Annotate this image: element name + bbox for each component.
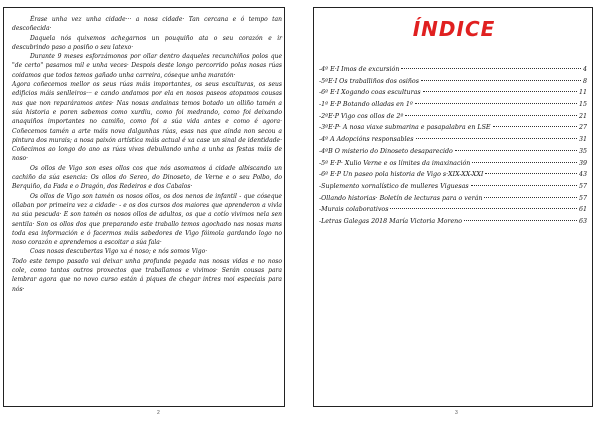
toc-entry[interactable]	[319, 148, 587, 160]
toc-entry-page: 4	[582, 66, 587, 73]
dot-leader	[415, 103, 577, 104]
toc-entry[interactable]	[319, 195, 587, 207]
toc-entry[interactable]	[319, 171, 587, 183]
toc-entry-page: 63	[578, 217, 587, 225]
toc-entry-page: 43	[578, 171, 587, 179]
page-number: 3	[455, 410, 458, 416]
table-of-contents	[319, 66, 587, 230]
dot-leader	[485, 173, 577, 174]
toc-entry[interactable]	[319, 183, 587, 195]
toc-entry-title: -4ºB O misterio do Dinoseto desaparecido	[319, 147, 453, 155]
toc-entry-page: 35	[578, 147, 587, 155]
toc-entry[interactable]	[319, 66, 587, 78]
toc-entry-title: -4º E·I Imos de excursión	[319, 66, 400, 73]
toc-entry-page: 31	[578, 136, 587, 144]
toc-entry-page: 57	[578, 182, 587, 190]
intro-text	[12, 15, 282, 294]
toc-entry-title: -6º E·P Un paseo pola historia de Vigo s·XIX-XX-XXI	[319, 171, 484, 179]
toc-entry[interactable]	[319, 218, 587, 230]
toc-entry-title: -5ºE·I Os traballiños dos osiños	[319, 77, 419, 85]
toc-entry[interactable]	[319, 89, 587, 101]
toc-entry[interactable]	[319, 136, 587, 148]
toc-entry[interactable]	[319, 113, 587, 125]
index-title: ÍNDICE	[412, 17, 496, 41]
toc-entry-title: -6º E·I Xogando coas esculturas	[319, 89, 421, 97]
dot-leader	[423, 91, 577, 92]
toc-entry-title: -5º E·P· Xulio Verne e os límites da imaxinación	[319, 159, 471, 167]
intro-paragraph: Coas nosas descubertas Vigo xa é noso; e nós somos Vigo·	[30, 248, 208, 256]
toc-entry-page: 8	[582, 77, 587, 85]
toc-entry-title: -1º E·P Botando olladas en 1º	[319, 101, 413, 109]
intro-paragraph: Todo este tempo pasado vai deixar unha profunda pegada nas nosas vidas e no noso cole, como tantos outros proxectos que traballamos e vivimos· Serán cousas para lembrar agora que no novo curso están á piques de chegar intres moi especiais para nós·	[12, 257, 282, 293]
left-page-frame	[3, 7, 285, 407]
dot-leader	[493, 126, 577, 127]
dot-leader	[390, 208, 577, 209]
toc-entry-title: -Suplemento xornalístico de mulleres Viguesas	[319, 182, 469, 190]
toc-entry-page: 15	[578, 101, 587, 109]
right-page-frame	[313, 7, 593, 407]
right-page	[310, 0, 600, 424]
toc-entry-page: 61	[578, 206, 587, 214]
dot-leader	[421, 80, 581, 81]
toc-entry[interactable]	[319, 206, 587, 218]
dot-leader	[416, 138, 577, 139]
toc-entry-title: -2ºE·P Vigo cos ollos de 2º	[319, 112, 404, 120]
toc-entry-title: -4º A Adopcións responsables	[319, 136, 414, 144]
toc-entry-title: -Murais colaborativos	[319, 206, 389, 214]
toc-entry[interactable]	[319, 124, 587, 136]
dot-leader	[471, 185, 577, 186]
toc-entry-page: 39	[578, 159, 587, 167]
dot-leader	[484, 197, 577, 198]
dot-leader	[455, 150, 577, 151]
toc-entry[interactable]	[319, 78, 587, 90]
intro-paragraph: Érase unha vez unha cidade··· a nosa cidade· Tan cercana e ó tempo tan descoñecida·	[12, 16, 282, 33]
dot-leader	[472, 162, 577, 163]
toc-entry-page: 11	[578, 89, 587, 97]
intro-paragraph: Agora coñecemos mellor os seus rúas máis importantes, os seus esculturas, os seus edificios máis senlleiros··· e cando andamos por ela en nosos paseos atopamos cousas nas que non reparáramos antes· Nas nosas andainas temos botado un olliño tamén a súa historia e poren sabemos como xurdiu, como foi medrando, como foi deixando anaquiños importantes no camiño, como foi a súa vida antes e como é agora· Coñecemos tamén a arte máis nova dalgunhas rúas, esas nas que ainda non secou a pintura dos murais; a nosa paixón artística máis actual é xa case un sinal de identidade· Coñecimos ao longo do ano as rúas vivas debullando unha a unha as festas máis de noso·	[12, 81, 282, 163]
intro-paragraph: Daquela nós quixemos achegarnos un pouquiño ata o seu corazón e ir descubrindo paso a posiño o seu latexo·	[12, 34, 282, 51]
toc-entry-page: 21	[578, 112, 587, 120]
toc-entry-title: -Letras Galegas 2018 María Victoria Moreno	[319, 217, 463, 225]
dot-leader	[464, 220, 577, 221]
intro-paragraph: Os ollos de Vigo son eses ollos cos que nós asomamos á cidade albiscando un cachiño da súa esencia: Os ollos do Sereo, do Dinoseto, de Verne e o seu Polbo, do Berquiño, da Fada e o Dragón, dos Redeiros e dos Cabalos·	[12, 164, 282, 191]
toc-entry-title: -Ollando historias· Boletín de lecturas para o verán	[319, 194, 483, 202]
toc-entry-page: 27	[578, 124, 587, 132]
dot-leader	[401, 68, 581, 69]
intro-paragraph: Durante 9 meses esforzámonos por ollar dentro daqueles recunchiños polos que "de certo" pasamos mil e unha veces· Despois deste longo percorrido polas nosas rúas coidamos que todos temos gañado unha carreira, cóseque unha maratón·	[12, 53, 282, 79]
dot-leader	[405, 115, 577, 116]
page-number: 2	[157, 410, 160, 416]
toc-entry[interactable]	[319, 101, 587, 113]
toc-entry-page: 57	[578, 194, 587, 202]
toc-entry-title: -3ºE·P· A nosa viaxe submarina e pasapalabra en LSE	[319, 124, 491, 132]
left-page	[0, 0, 290, 424]
intro-paragraph: Os ollos de Vigo son tamén os nosos ollos, os dos nenos de infantil - que cóseque ollaban por primeira vez a cidade· - e os dos cursos dos maiores que aprenderon a vivla na súa pescuda· E son tamén os nosos ollos de adultos, os que a cotío vivimos nela sen sentila· Son os ollos dos que preparando este traballo temos agochado nas nosas mans toda esa información e ó facermos máis sabedores de Vigo fóimola gardando logo no noso corazón e aprendemos a escoitar a súa fala·	[12, 192, 282, 247]
toc-entry[interactable]	[319, 160, 587, 172]
